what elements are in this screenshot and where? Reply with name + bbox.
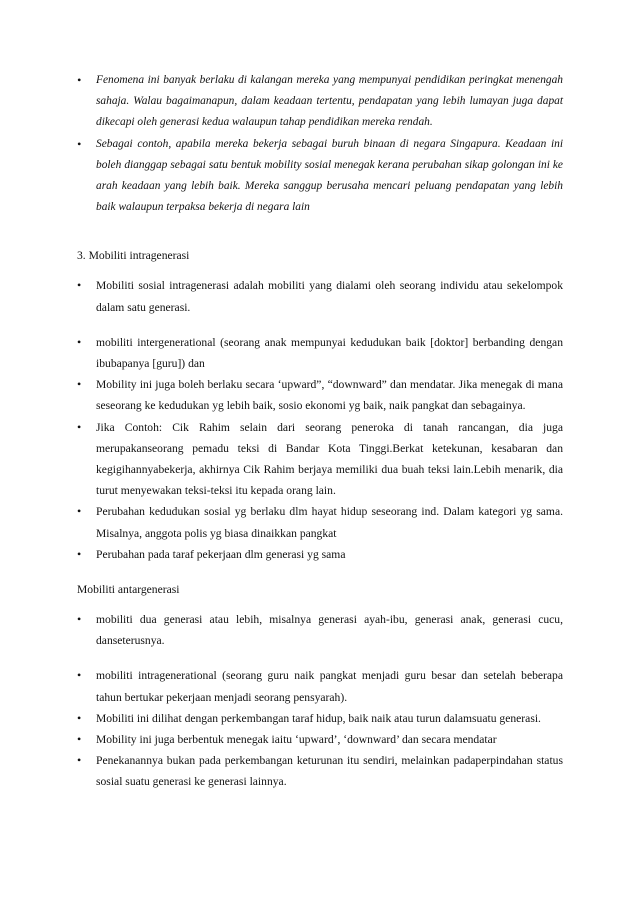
list-item: • Sebagai contoh, apabila mereka bekerja sebagai buruh binaan di negara Singapura. Keadaan ini boleh dianggap sebagai satu bentuk mobility sosial menegak kerana perubahan sikap golongan ini ke arah keadaan yang lebih baik. Mereka sanggup berusaha mencari peluang pendapatan yang lebih baik walaupun terpaksa bekerja di negara lain — [77, 134, 563, 219]
list-item: • Mobiliti ini dilihat dengan perkembangan taraf hidup, baik naik atau turun dalamsuatu generasi. — [77, 708, 563, 729]
list-item: • Perubahan kedudukan sosial yg berlaku dlm hayat hidup seseorang ind. Dalam kategori yg sama. Misalnya, anggota polis yg biasa dinaikkan pangkat — [77, 501, 563, 543]
list-item: • Jika Contoh: Cik Rahim selain dari seorang peneroka di tanah rancangan, dia juga merupakanseorang pemadu teksi di Bandar Kota Tinggi.Berkat ketekunan, kesabaran dan kegigihannyabekerja, akhirnya Cik Rahim berjaya memiliki dua buah teksi lain.Lebih menarik, dia turut menyewakan teksi-teksi itu kepada orang lain. — [77, 417, 563, 502]
antargenerasi-bullet-list — [77, 609, 563, 793]
section-heading-antargenerasi: Mobiliti antargenerasi — [77, 583, 180, 597]
list-item: • mobiliti dua generasi atau lebih, misalnya generasi ayah-ibu, generasi anak, generasi cucu, danseterusnya. — [77, 609, 563, 651]
list-item: • Fenomena ini banyak berlaku di kalangan mereka yang mempunyai pendidikan peringkat menengah sahaja. Walau bagaimanapun, dalam keadaan tertentu, pendapatan yang lebih lumayan juga dapat dikecapi oleh generasi kedua walaupun tahap pendidikan mereka rendah. — [77, 70, 563, 134]
list-item: • mobiliti intragenerational (seorang guru naik pangkat menjadi guru besar dan setelah beberapa tahun bertukar pekerjaan menjadi seorang pensyarah). — [77, 665, 563, 707]
intro-bullet-list — [77, 70, 563, 218]
list-item: • Penekanannya bukan pada perkembangan keturunan itu sendiri, melainkan padaperpindahan status sosial suatu generasi ke generasi lainnya. — [77, 750, 563, 792]
section-heading-intragenerasi: 3. Mobiliti intragenerasi — [77, 249, 190, 263]
list-item: • Mobiliti sosial intragenerasi adalah mobiliti yang dialami oleh seorang individu atau sekelompok dalam satu generasi. — [77, 275, 563, 317]
list-item: • Mobility ini juga berbentuk menegak iaitu ‘upward’, ‘downward’ dan secara mendatar — [77, 729, 563, 750]
document-body — [77, 70, 563, 793]
list-item: • mobiliti intergenerational (seorang anak mempunyai kedudukan baik [doktor] berbanding dengan ibubapanya [guru]) dan — [77, 332, 563, 374]
list-item: • Mobility ini juga boleh berlaku secara ‘upward”, “downward” dan mendatar. Jika menegak di mana seseorang ke kedudukan yg lebih baik, sosio ekonomi yg baik, naik pangkat dan sebagainya. — [77, 374, 563, 416]
intragenerasi-bullet-list — [77, 275, 563, 565]
list-item: • Perubahan pada taraf pekerjaan dlm generasi yg sama — [77, 544, 563, 565]
